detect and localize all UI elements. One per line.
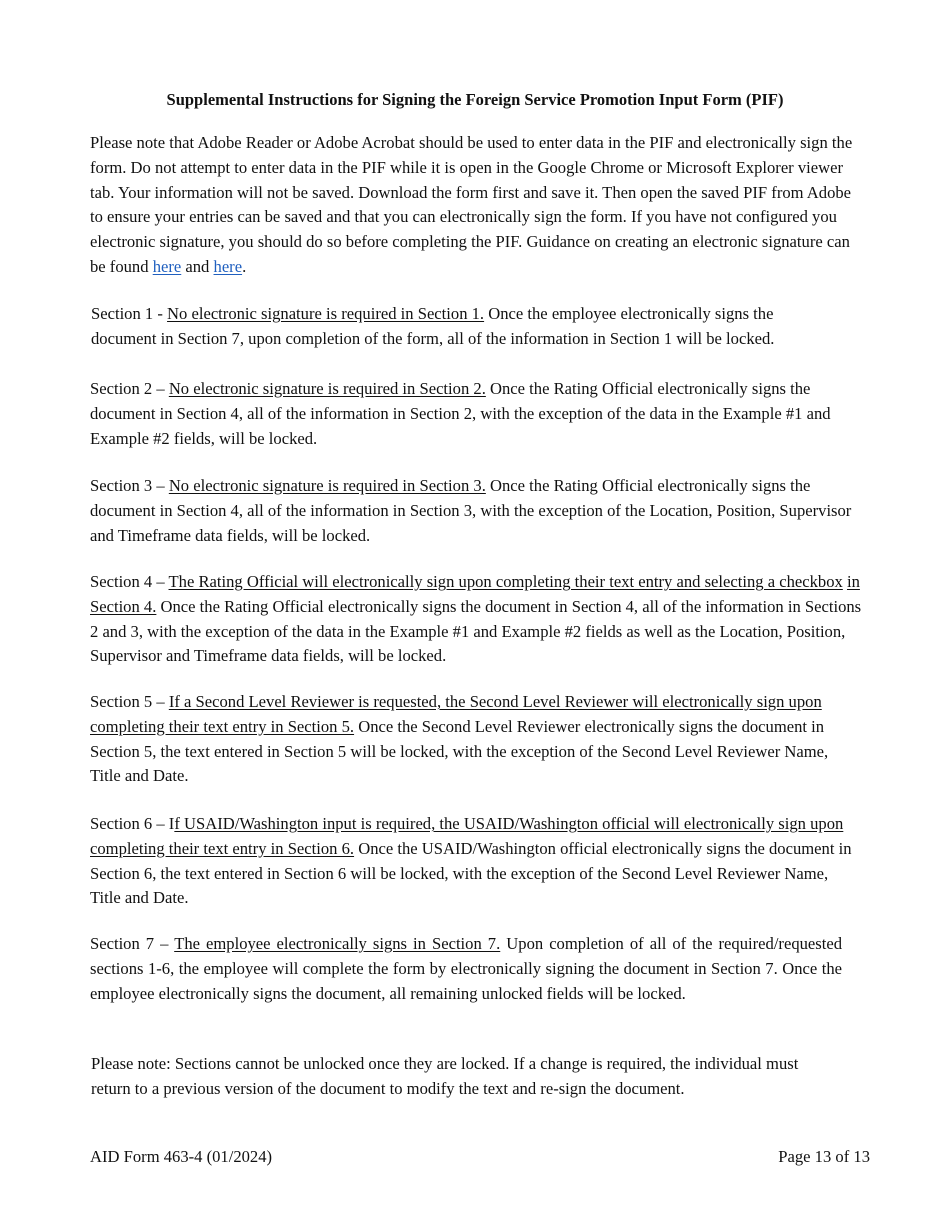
signature-guide-link-2[interactable]: here <box>213 256 243 276</box>
section-1-requirement: No electronic signature is required in Section 1. <box>167 304 485 323</box>
section-7-prefix: Section 7 – <box>90 934 175 953</box>
section-6-requirement: f USAID/Washington input is required, the USAID/Washington official will electronically sign upon completing their text entry in Section 6. <box>90 814 844 858</box>
section-6-detail: Once the USAID/Washington official electronically signs the document in Section 6, the text entered in Section 6 will be locked, with the exception of the Second Level Reviewer Name, Title and Date. <box>90 838 852 908</box>
intro-end: . <box>242 256 247 276</box>
intro-and: and <box>181 256 214 276</box>
section-4-detail: Once the Rating Official electronically signs the document in Section 4, all of the information in Sections 2 and 3, with the exception of the data in the Example #1 and Example #2 fields as well as the Location, Position, Supervisor and Timeframe data fields, will be locked. <box>90 596 862 666</box>
section-3-detail: Once the Rating Official electronically signs the document in Section 4, all of the information in Section 3, with the exception of the Location, Position, Supervisor and Timeframe data fields, will be locked. <box>90 476 852 545</box>
section-3-instructions <box>90 474 852 548</box>
section-5-requirement: If a Second Level Reviewer is requested, the Second Level Reviewer will electronically sign upon completing their text entry in Section 5. <box>90 692 822 736</box>
section-4-requirement-location: in Section 4. <box>90 572 860 616</box>
section-4-prefix: Section 4 – <box>90 572 169 591</box>
section-1-prefix: Section 1 - <box>91 304 168 323</box>
lock-note: Please note: Sections cannot be unlocked once they are locked. If a change is required, the individual must return to a previous version of the document to modify the text and re-sign the document. <box>91 1054 799 1098</box>
section-6-instructions <box>90 812 860 911</box>
page-number: Page 13 of 13 <box>778 1147 870 1166</box>
section-7-requirement: The employee electronically signs in Section 7. <box>174 934 501 953</box>
section-5-instructions <box>90 690 860 789</box>
section-6-prefix: Section 6 – I <box>90 814 175 833</box>
section-4-instructions <box>90 570 865 669</box>
intro-paragraph <box>90 131 860 280</box>
section-7-instructions <box>90 932 842 1006</box>
section-2-detail: Once the Rating Official electronically signs the document in Section 4, all of the information in Section 2, with the exception of the data in the Example #1 and Example #2 fields, will be locked. <box>90 379 831 448</box>
section-1-instructions <box>91 302 806 352</box>
intro-text: Please note that Adobe Reader or Adobe Acrobat should be used to enter data in the PIF and electronically sign the form. Do not attempt to enter data in the PIF while it is open in the Google Chrome or Microsoft Explorer viewer tab. Your information will not be saved. Download the form first and save it. Then open the saved PIF from Adobe to ensure your entries can be saved and that you can electronically sign the form. If you have not configured you electronic signature, you should do so before completing the PIF. Guidance on creating an electronic signature can be found <box>90 133 853 276</box>
signature-guide-link-1[interactable]: here <box>152 256 182 276</box>
section-2-instructions <box>90 377 875 451</box>
section-1-detail: Once the employee electronically signs the document in Section 7, upon completion of the form, all of the information in Section 1 will be locked. <box>91 304 775 348</box>
section-5-prefix: Section 5 – <box>90 692 169 711</box>
section-5-detail: Once the Second Level Reviewer electronically signs the document in Section 5, the text entered in Section 5 will be locked, with the exception of the Second Level Reviewer Name, Title and Date. <box>90 716 829 786</box>
form-identifier: AID Form 463-4 (01/2024) <box>90 1147 273 1166</box>
section-7-detail: Upon completion of all of the required/requested sections 1-6, the employee will complete the form by electronically signing the document in Section 7. Once the employee electronically signs the document, all remaining unlocked fields will be locked. <box>90 934 843 1003</box>
section-3-prefix: Section 3 – <box>90 476 169 495</box>
section-2-requirement: No electronic signature is required in Section 2. <box>168 379 486 398</box>
section-4-requirement: The Rating Official will electronically sign upon completing their text entry and selecting a checkbox <box>168 572 843 591</box>
section-3-requirement: No electronic signature is required in Section 3. <box>168 476 486 495</box>
section-2-prefix: Section 2 – <box>90 379 169 398</box>
document-title: Supplemental Instructions for Signing the Foreign Service Promotion Input Form (PIF) <box>166 90 784 109</box>
